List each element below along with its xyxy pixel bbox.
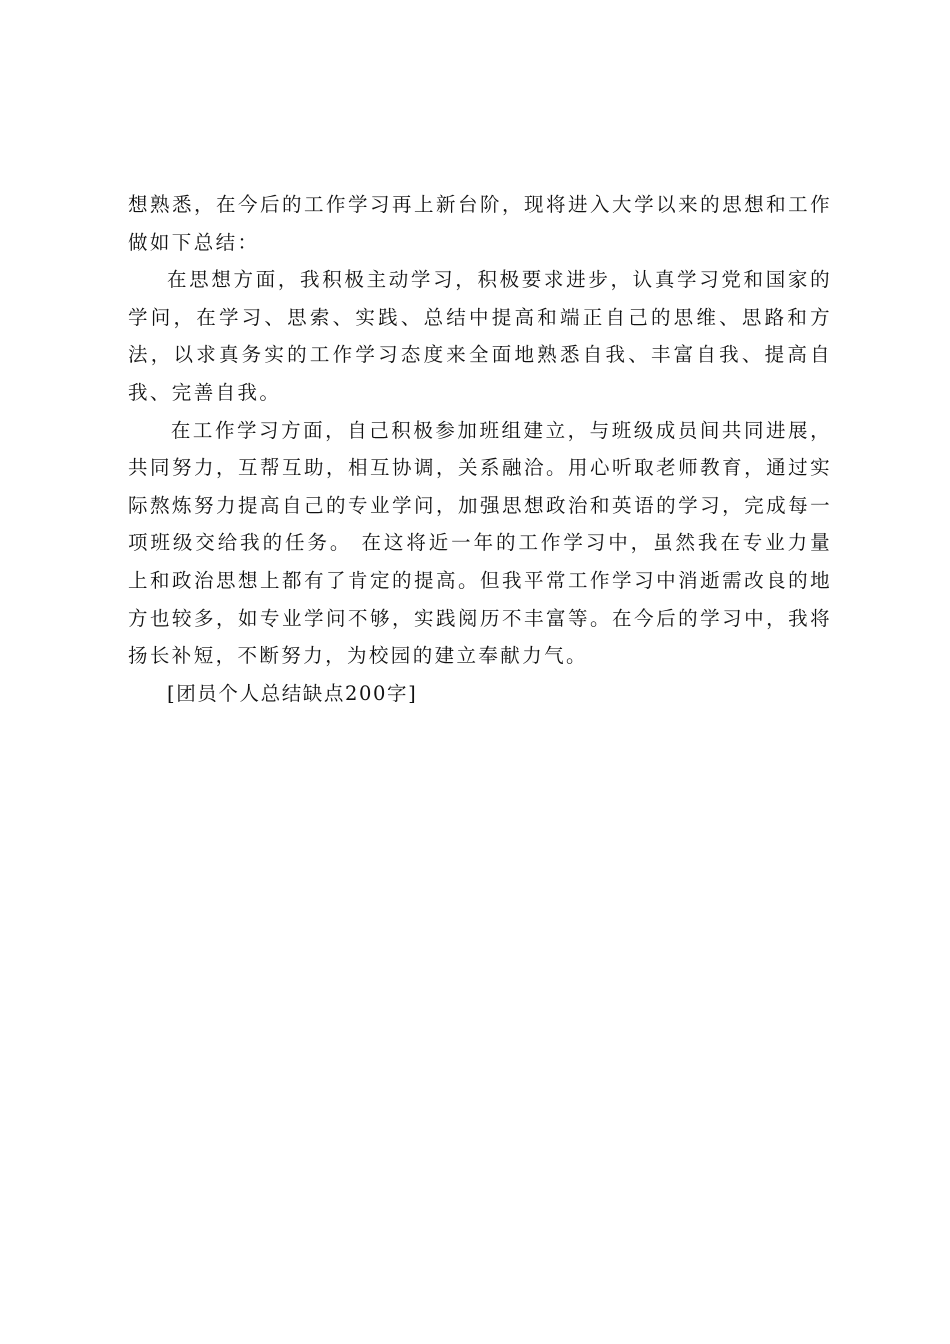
paragraph-continuation: 想熟悉，在今后的工作学习再上新台阶，现将进入大学以来的思想和工作做如下总结：	[128, 193, 832, 254]
paragraph-thought: 在思想方面，我积极主动学习，积极要求进步，认真学习党和国家的学问，在学习、思索、实践、总结中提高和端正自己的思维、思路和方法，以求真务实的工作学习态度来全面地熟悉自我、丰富自我、提高自我、完善自我。	[128, 268, 832, 404]
document-body	[128, 186, 832, 712]
summary-caption: [团员个人总结缺点200字]	[167, 681, 418, 705]
paragraph-work-study: 在工作学习方面，自己积极参加班组建立，与班级成员间共同进展，共同努力，互帮互助，相互协调，关系融洽。用心听取老师教育，通过实际熬炼努力提高自己的专业学问，加强思想政治和英语的学习，完成每一项班级交给我的任务。 在这将近一年的工作学习中，虽然我在专业力量上和政治思想上都有了肯定的提高。但我平常工作学习中消逝需改良的地方也较多，如专业学问不够，实践阅历不丰富等。在今后的学习中，我将扬长补短，不断努力，为校园的建立奉献力气。	[128, 418, 832, 668]
